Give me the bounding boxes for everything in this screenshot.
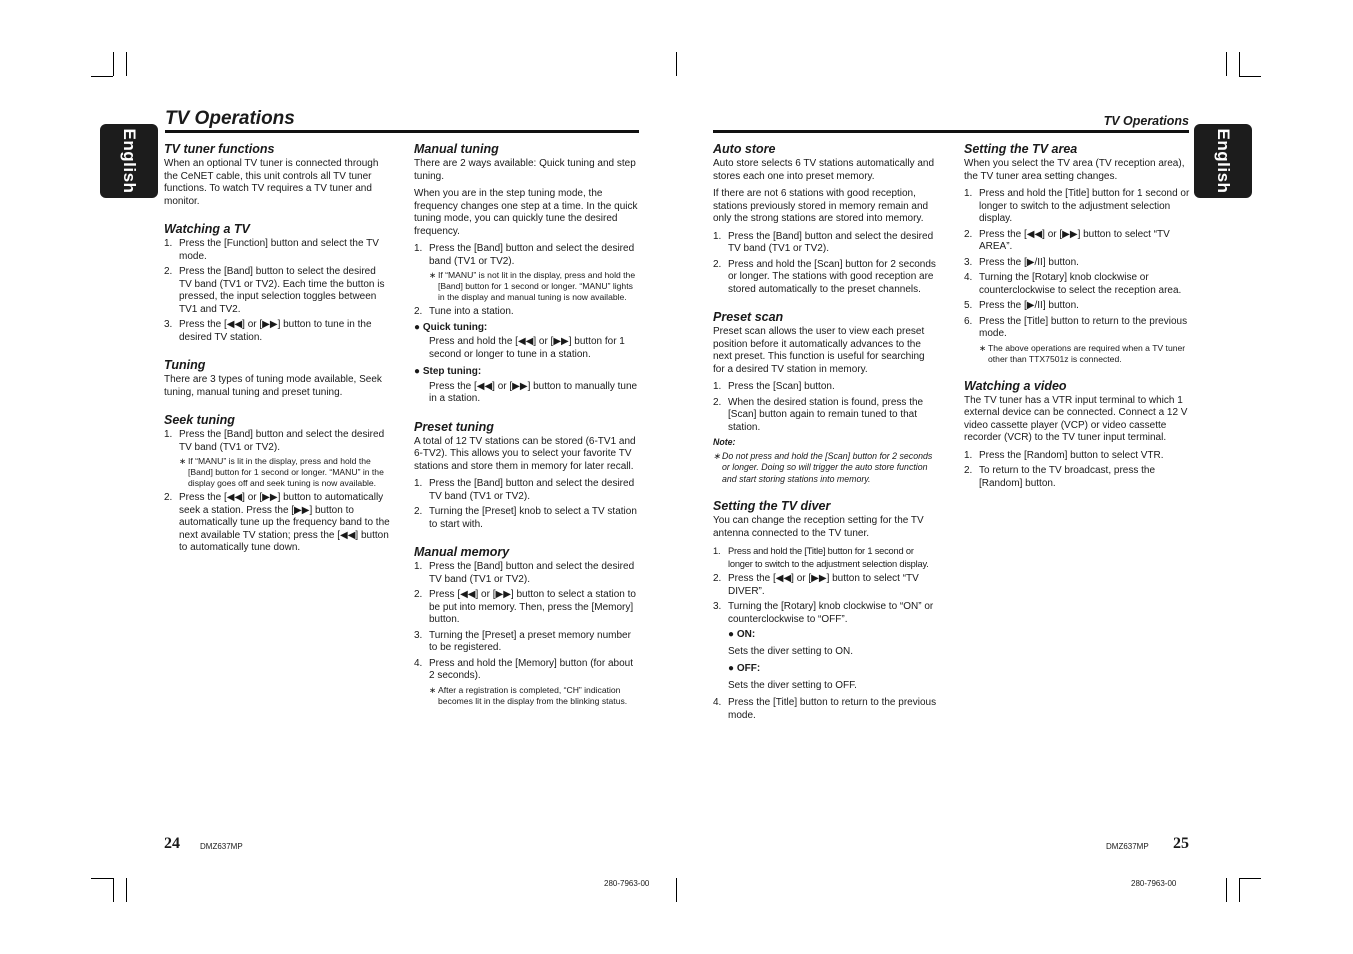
list-item: 2. Press [◀◀] or [▶▶] button to select a station to be put into memory. Then, press the [Memory] button. (414, 589, 636, 625)
step-text: Press the [Title] button to return to the previous mode. (728, 697, 937, 721)
section-heading: Setting the TV area (964, 142, 1078, 156)
section-manual-memory (414, 545, 638, 707)
crop-mark (1226, 52, 1227, 76)
model-number-right: DMZ637MP (1106, 842, 1149, 851)
bullet-heading-text: Step tuning: (422, 366, 482, 377)
section-heading: Seek tuning (164, 413, 235, 427)
crop-mark (676, 52, 677, 76)
step-text: Press the [◀◀] or [▶▶] button to select “TV DIVER”. (728, 573, 919, 597)
section-heading: Watching a video (964, 378, 1067, 393)
list-item: 3. Press the [◀◀] or [▶▶] button to tune in the desired TV station. (164, 319, 372, 343)
step-list (964, 188, 1190, 365)
list-item: 2. Press the [◀◀] or [▶▶] button to select “TV AREA”. (964, 228, 1170, 252)
step-text: Press and hold the [Scan] button for 2 seconds or longer. The stations with good reception are stored automatically to the preset channels. (728, 258, 936, 295)
paragraph: When you are in the step tuning mode, the frequency changes one step at a time. In the quick tuning mode, you can quickly tune the desired frequency. (414, 188, 638, 237)
step-text: Turning the [Rotary] knob clockwise or counterclockwise to select the reception area. (979, 272, 1182, 296)
bullet-heading: ● ON: (728, 629, 756, 640)
step-text: Press the [Title] button to return to the previous mode. (979, 315, 1188, 339)
step-text: Press the [Band] button and select the desired TV band (TV1 or TV2). (429, 478, 635, 502)
column-2 (414, 142, 638, 710)
bullet-heading: ● Step tuning: (414, 366, 482, 377)
note-heading: Note: (713, 437, 736, 447)
section-tv-diver (713, 499, 939, 722)
bullet-heading: ● OFF: (728, 663, 761, 674)
paragraph: Press the [◀◀] or [▶▶] button to manually tune in a station. (429, 380, 638, 404)
list-item: 1. Press and hold the [Title] button for 1 second or longer to switch to the adjustment selection display. (713, 546, 929, 569)
bullet-heading-text: Quick tuning: (422, 321, 488, 333)
section-heading: Preset tuning (414, 419, 494, 434)
list-item: 3. Press the [▶/II] button. (964, 256, 1079, 268)
list-item: 1. Press the [Function] button and select the TV mode. (164, 238, 379, 262)
section-heading: Manual memory (414, 545, 510, 559)
list-item: 2. Tune into a station. (414, 306, 514, 317)
list-item: 4. Press and hold the [Memory] button (for about 2 seconds). ∗ After a registration is completed, “CH” indication becomes lit in the display from the blinking status. (414, 658, 638, 707)
list-item: 4. Press the [Title] button to return to the previous mode. (713, 697, 937, 721)
running-header: TV Operations (1103, 114, 1189, 128)
column-4 (964, 142, 1190, 493)
section-preset-scan (713, 310, 939, 485)
column-3 (713, 142, 939, 725)
step-text: Press the [Band] button and select the desired TV band (TV1 or TV2). (728, 230, 934, 254)
bullet-heading-text: ON: (736, 629, 756, 640)
paragraph: A total of 12 TV stations can be stored (6-TV1 and 6-TV2). This allows you to select your favorite TV stations and store them in memory for later recall. (414, 435, 636, 472)
section-seek-tuning (164, 413, 390, 555)
list-item: 1. Press the [Band] button and select the desired band (TV1 or TV2). ∗ If “MANU” is not lit in the display, press and hold the [Band] button for 1 second or longer. “MANU” lights in the display and manual tuning is now available. (414, 243, 638, 303)
crop-mark (113, 878, 114, 902)
page-number-right: 25 (1173, 835, 1189, 852)
section-heading: Manual tuning (414, 142, 499, 156)
section-heading: Setting the TV diver (713, 499, 831, 513)
crop-mark (1239, 878, 1261, 879)
step-text: Press the [Random] button to select VTR. (979, 449, 1164, 461)
crop-mark (91, 76, 113, 77)
note: ∗ Do not press and hold the [Scan] button for 2 seconds or longer. Doing so will trigger the auto store function and start storing stations into memory. (713, 450, 933, 484)
step-list (164, 429, 390, 555)
list-item: 2. Press the [◀◀] or [▶▶] button to select “TV DIVER”. (713, 573, 919, 597)
step-text: Press and hold the [Title] button for 1 second or longer to switch to the adjustment selection display. (979, 188, 1190, 224)
crop-mark (676, 878, 677, 902)
step-list (713, 231, 939, 297)
step-text: Press the [Band] button and select the desired TV band (TV1 or TV2). (429, 561, 635, 585)
crop-mark (91, 878, 113, 879)
step-list (414, 243, 638, 319)
language-tab-right (1194, 124, 1252, 198)
list-item: 6. Press the [Title] button to return to the previous mode. ∗ The above operations are required when a TV tuner other than TTX7501z is connected. (964, 316, 1190, 365)
list-item: 1. Press the [Scan] button. (713, 381, 835, 392)
step-text: Turning the [Preset] knob to select a TV station to start with. (429, 506, 637, 530)
crop-mark (126, 52, 127, 76)
list-item: 2. When the desired station is found, press the [Scan] button again to remain tuned to that station. (713, 396, 924, 433)
section-heading: Tuning (164, 358, 206, 372)
part-code-right: 280-7963-00 (1131, 879, 1177, 888)
section-heading: Auto store (713, 142, 776, 156)
list-item: 2. Press the [Band] button to select the desired TV band (TV1 or TV2). Each time the button is pressed, the input selection toggles between TV1 and TV2. (164, 266, 385, 315)
part-code-left: 280-7963-00 (604, 879, 650, 888)
step-list (414, 478, 638, 531)
list-item: 2. Press and hold the [Scan] button for 2 seconds or longer. The stations with good reception are stored automatically to the preset channels. (713, 258, 936, 295)
step-list (713, 697, 939, 722)
sub-note-text: After a registration is completed, “CH” indication becomes lit in the display from the blinking status. (438, 684, 628, 706)
list-item: 3. Turning the [Rotary] knob clockwise to “ON” or counterclockwise to “OFF”. (713, 601, 934, 625)
step-text: Press and hold the [Title] button for 1 second or longer to switch to the adjustment selection display. (728, 546, 929, 569)
section-watching-video (964, 379, 1190, 491)
model-number-left: DMZ637MP (200, 842, 243, 851)
paragraph: There are 3 types of tuning mode available, Seek tuning, manual tuning and preset tuning. (164, 374, 382, 398)
list-item: 1. Press the [Band] button and select the desired TV band (TV1 or TV2). (414, 561, 635, 585)
section-heading: Preset scan (713, 310, 784, 324)
step-text: Press the [◀◀] or [▶▶] button to tune in the desired TV station. (179, 319, 372, 343)
list-item: 1. Press the [Band] button and select the desired TV band (TV1 or TV2). ∗ If “MANU” is lit in the display, press and hold the [Band] button for 1 second or longer. “MANU” in the display goes off and seek tuning is now available. (164, 429, 390, 489)
step-list (164, 238, 390, 344)
step-list (414, 561, 638, 707)
column-1 (164, 142, 390, 558)
list-item: 3. Turning the [Preset] a preset memory number to be registered. (414, 629, 631, 653)
sub-note-text: If “MANU” is lit in the display, press and hold the [Band] button for 1 second or longer. “MANU” in the display goes off and seek tuning is now available. (188, 456, 384, 488)
paragraph: You can change the reception setting for the TV antenna connected to the TV tuner. (713, 515, 924, 539)
note-text: Do not press and hold the [Scan] button for 2 seconds or longer. Doing so will trigger the auto store function and start storing stations into memory. (722, 450, 933, 484)
step-list (713, 381, 939, 434)
language-tab-label: English (120, 128, 139, 194)
sub-note: ∗ If “MANU” is not lit in the display, press and hold the [Band] button for 1 second or longer. “MANU” lights in the display and manual tuning is now available. (429, 270, 636, 302)
paragraph: There are 2 ways available: Quick tuning and step tuning. (414, 158, 636, 182)
sub-note-text: If “MANU” is not lit in the display, press and hold the [Band] button for 1 second or longer. “MANU” lights in the display and manual tuning is now available. (438, 270, 636, 302)
sub-note: ∗ After a registration is completed, “CH” indication becomes lit in the display from the blinking status. (429, 684, 628, 706)
step-text: Press the [Scan] button. (728, 381, 835, 392)
crop-mark (1239, 76, 1261, 77)
step-text: Turning the [Rotary] knob clockwise to “ON” or counterclockwise to “OFF”. (728, 601, 934, 625)
page-number-left: 24 (164, 835, 180, 852)
sub-note: ∗ If “MANU” is lit in the display, press and hold the [Band] button for 1 second or longer. “MANU” in the display goes off and seek tuning is now available. (179, 456, 384, 488)
step-text: Press [◀◀] or [▶▶] button to select a station to be put into memory. Then, press the [Memory] button. (429, 589, 636, 625)
step-text: Press the [Band] button and select the desired band (TV1 or TV2). (429, 243, 635, 267)
list-item: 4. Turning the [Rotary] knob clockwise or counterclockwise to select the reception area. (964, 272, 1182, 296)
list-item: 1. Press the [Band] button and select the desired TV band (TV1 or TV2). (713, 230, 934, 254)
list-item: 1. Press the [Band] button and select the desired TV band (TV1 or TV2). (414, 478, 635, 502)
list-item: 1. Press the [Random] button to select VTR. (964, 449, 1164, 461)
crop-mark (1239, 878, 1240, 902)
paragraph: The TV tuner has a VTR input terminal to which 1 external device can be connected. Connect a 12 V video cassette player (VCP) or video cassette recorder (VCR) to the TV tuner input terminal. (964, 394, 1188, 443)
crop-mark (113, 52, 114, 76)
list-item: 1. Press and hold the [Title] button for 1 second or longer to switch to the adjustment selection display. (964, 188, 1190, 224)
paragraph: When you select the TV area (TV reception area), the TV tuner area setting changes. (964, 158, 1185, 182)
section-preset-tuning (414, 420, 638, 532)
title-rule (165, 130, 639, 133)
step-text: Press the [◀◀] or [▶▶] button to automatically seek a station. Press the [▶▶] button to automatically tune up the frequency band to the next available TV station; press the [◀◀] button to automatically tune down. (179, 492, 390, 553)
language-tab-left (100, 124, 158, 198)
list-item: 5. Press the [▶/II] button. (964, 300, 1079, 311)
step-list (713, 545, 939, 626)
section-tuning (164, 358, 390, 399)
step-text: To return to the TV broadcast, press the [Random] button. (979, 465, 1156, 489)
paragraph: Auto store selects 6 TV stations automatically and stores each one into preset memory. (713, 158, 935, 182)
sub-note: ∗ The above operations are required when a TV tuner other than TTX7501z is connected. (979, 342, 1186, 364)
paragraph: When an optional TV tuner is connected through the CeNET cable, this unit controls all TV tuner functions. To watch TV requires a TV tuner and monitor. (164, 158, 379, 207)
sub-note-text: The above operations are required when a TV tuner other than TTX7501z is connected. (988, 342, 1186, 364)
step-text: Press the [▶/II] button. (979, 256, 1079, 268)
step-text: When the desired station is found, press the [Scan] button again to remain tuned to that station. (728, 396, 924, 433)
header-rule (713, 130, 1189, 133)
step-text: Press the [▶/II] button. (979, 300, 1079, 311)
paragraph: Preset scan allows the user to view each preset position before it automatically advances to the next preset. This function is useful for searching for a desired TV station in memory. (713, 326, 925, 375)
list-item: 2. Press the [◀◀] or [▶▶] button to automatically seek a station. Press the [▶▶] button to automatically tune up the frequency band to the next available TV station; press the [◀◀] button to automatically tune down. (164, 492, 390, 553)
list-item: 2. To return to the TV broadcast, press the [Random] button. (964, 465, 1156, 489)
crop-mark (126, 878, 127, 902)
paragraph: Sets the diver setting to ON. (728, 645, 854, 657)
step-text: Press the [◀◀] or [▶▶] button to select “TV AREA”. (979, 228, 1170, 252)
step-text: Press and hold the [Memory] button (for about 2 seconds). (429, 657, 633, 681)
step-text: Turning the [Preset] a preset memory number to be registered. (429, 629, 631, 653)
step-text: Tune into a station. (429, 306, 514, 317)
crop-mark (1239, 52, 1240, 76)
paragraph: Sets the diver setting to OFF. (728, 679, 857, 691)
step-text: Press the [Function] button and select the TV mode. (179, 238, 379, 262)
section-heading: Watching a TV (164, 222, 250, 236)
list-item: 2. Turning the [Preset] knob to select a TV station to start with. (414, 506, 637, 530)
step-list (964, 450, 1190, 491)
paragraph: If there are not 6 stations with good reception, stations previously stored in memory remain and only the strong stations are stored into memory. (713, 188, 929, 224)
paragraph: Press and hold the [◀◀] or [▶▶] button for 1 second or longer to tune in a station. (429, 336, 625, 360)
section-heading: TV tuner functions (164, 142, 275, 156)
section-watching-tv (164, 222, 390, 344)
page-title: TV Operations (165, 108, 295, 129)
bullet-heading: ● Quick tuning: (414, 321, 488, 333)
step-text: Press the [Band] button and select the desired TV band (TV1 or TV2). (179, 429, 385, 453)
crop-mark (1226, 878, 1227, 902)
step-text: Press the [Band] button to select the desired TV band (TV1 or TV2). Each time the button is pressed, the input selection toggles between TV1 and TV2. (179, 266, 385, 315)
language-tab-label: English (1214, 128, 1233, 194)
bullet-heading-text: OFF: (736, 663, 761, 674)
